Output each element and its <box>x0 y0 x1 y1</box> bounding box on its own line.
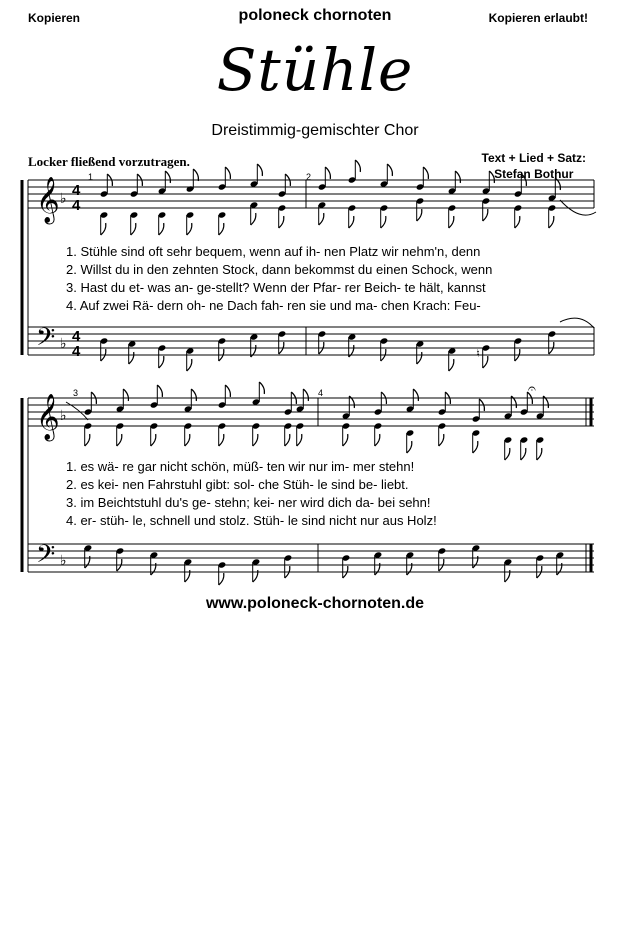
note-flag <box>439 434 444 446</box>
time-signature-top: 4 <box>72 328 81 345</box>
note-flag <box>219 573 224 585</box>
flat-icon: ♭ <box>60 336 67 352</box>
note-flag <box>325 167 330 179</box>
measure-number: 3 <box>73 388 79 398</box>
note-flag <box>193 169 198 181</box>
note-flag <box>253 434 258 446</box>
note-flag <box>117 434 122 446</box>
measure-number: 4 <box>318 388 324 398</box>
fermata-icon: 𝄐 <box>528 381 536 397</box>
tempo-marking: Locker fließend vorzutragen. <box>28 154 190 169</box>
note-flag <box>297 434 302 446</box>
verses-system-2 <box>66 458 576 530</box>
note-flag <box>343 434 348 446</box>
natural-icon: ♮ <box>476 347 480 360</box>
note-flag <box>515 216 520 228</box>
flat-icon: ♭ <box>60 408 67 424</box>
bass-clef-icon: 𝄢 <box>36 323 56 358</box>
treble-clef-icon: 𝄞 <box>36 177 60 223</box>
note-flag <box>219 434 224 446</box>
note-flag <box>157 385 162 397</box>
note-flag <box>251 213 256 225</box>
note-flag <box>165 171 170 183</box>
note-flag <box>279 216 284 228</box>
note-flag <box>483 356 488 368</box>
note-flag <box>549 216 554 228</box>
footer-website: www.poloneck-chornoten.de <box>205 595 425 612</box>
verse-line: 4. Auf zwei Rä- dern oh- ne Dach fah- ren sie und ma- chen Krach: Feu- <box>66 298 481 313</box>
note-flag <box>319 213 324 225</box>
measure-number: 2 <box>306 172 312 182</box>
note-flag <box>259 382 264 394</box>
measure-number: 1 <box>88 172 94 182</box>
note-flag <box>123 389 128 401</box>
treble-clef-icon: 𝄞 <box>36 394 60 440</box>
note-flag <box>423 167 428 179</box>
credits-role: Text + Lied + Satz: <box>481 151 586 165</box>
note-flag <box>417 352 422 364</box>
verse-line: 4. er- stüh- le, schnell und stolz. Stüh- le sind nicht nur aus Holz! <box>66 513 437 528</box>
note-flag <box>355 160 360 172</box>
song-subtitle: Dreistimmig-gemischter Chor <box>211 122 419 139</box>
note-flag <box>387 164 392 176</box>
note-flag <box>257 164 262 176</box>
note-flag <box>151 434 156 446</box>
note-flag <box>449 216 454 228</box>
note-flag <box>407 441 412 453</box>
time-signature-bottom: 4 <box>72 343 81 360</box>
note-flag <box>349 216 354 228</box>
note-flag <box>449 359 454 371</box>
verse-line: 2. Willst du in den zehnten Stock, dann bekommst du einen Schock, wenn <box>66 262 493 277</box>
flat-icon: ♭ <box>60 553 67 569</box>
verses-system-1 <box>66 243 593 315</box>
note-flag <box>191 389 196 401</box>
note-flag <box>381 216 386 228</box>
header-publisher: poloneck chornoten <box>238 7 392 24</box>
header-copy-allowed: Kopieren erlaubt! <box>488 11 588 25</box>
note-flag <box>159 223 164 235</box>
time-signature-bottom: 4 <box>72 197 81 214</box>
note-flag <box>131 223 136 235</box>
note-flag <box>185 434 190 446</box>
verse-line: 3. im Beichtstuhl du's ge- stehn; kei- ner wird dich da- bei sehn! <box>66 495 431 510</box>
note-flag <box>285 434 290 446</box>
note-flag <box>187 223 192 235</box>
note-flag <box>225 385 230 397</box>
note-flag <box>489 171 494 183</box>
note-flag <box>455 171 460 183</box>
time-signature-top: 4 <box>72 182 81 199</box>
note-flag <box>129 352 134 364</box>
note-flag <box>473 441 478 453</box>
credits-author: Stefan Bothur <box>494 167 574 181</box>
verse-line: 3. Hast du et- was an- ge-stellt? Wenn der Pfar- rer Beich- te hält, kannst <box>66 280 486 295</box>
note-flag <box>85 434 90 446</box>
verse-line: 1. es wä- re gar nicht schön, müß- ten wir nur im- mer stehn! <box>66 459 415 474</box>
note-flag <box>375 434 380 446</box>
note-flag <box>417 209 422 221</box>
verse-line: 1. Stühle sind oft sehr bequem, wenn auf ih- nen Platz wir nehm'n, denn <box>66 244 481 259</box>
header-copy-note: Kopieren <box>28 11 81 25</box>
note-flag <box>101 223 106 235</box>
note-flag <box>187 359 192 371</box>
note-flag <box>225 167 230 179</box>
song-title: Stühle <box>216 36 414 104</box>
note-flag <box>219 223 224 235</box>
bass-clef-icon: 𝄢 <box>36 540 56 575</box>
verse-line: 2. es kei- nen Fahrstuhl gibt: sol- che Stüh- le sind be- liebt. <box>66 477 409 492</box>
note-flag <box>413 389 418 401</box>
note-flag <box>303 389 308 401</box>
flat-icon: ♭ <box>60 191 67 207</box>
note-flag <box>483 209 488 221</box>
note-flag <box>159 356 164 368</box>
